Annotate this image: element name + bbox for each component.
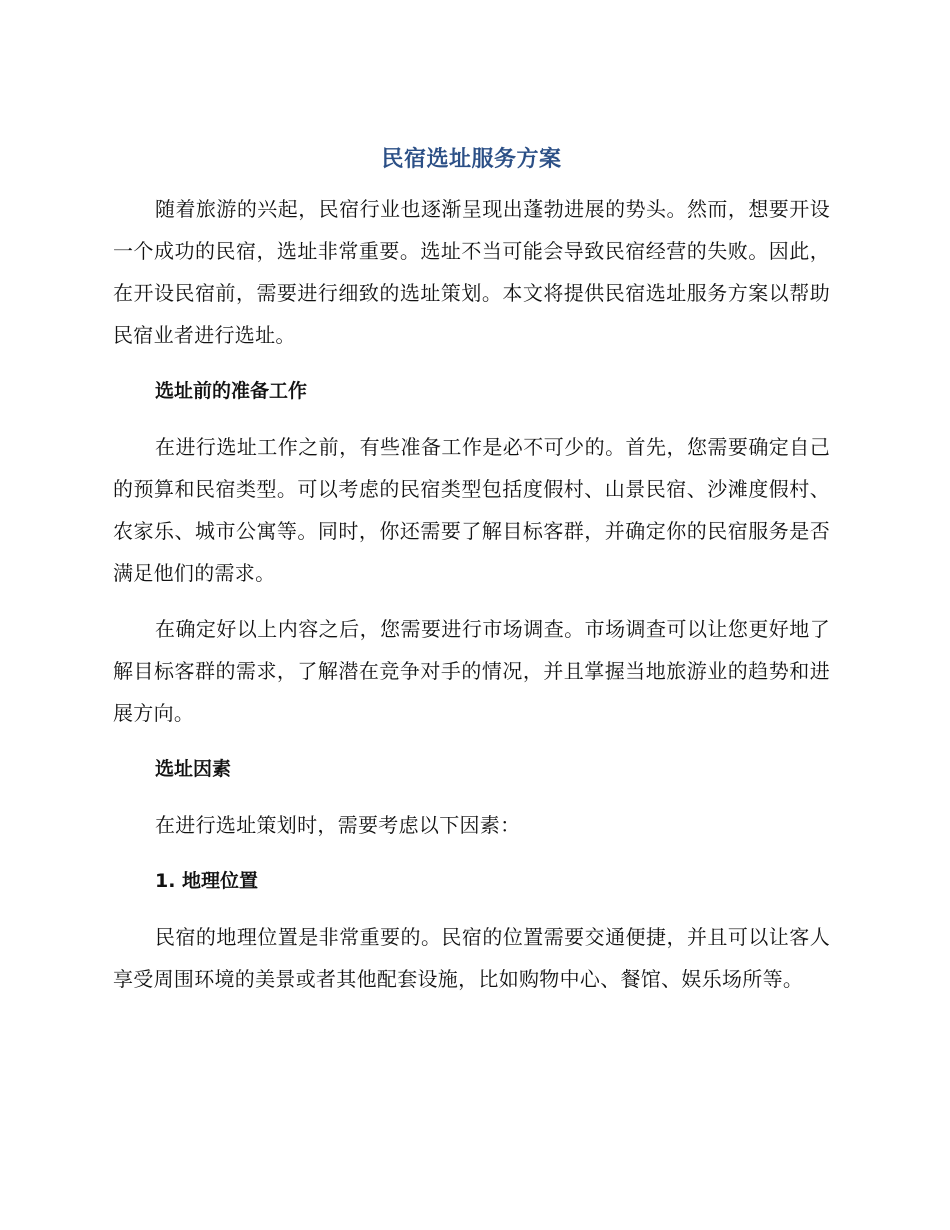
factors-intro-paragraph: 在进行选址策划时，需要考虑以下因素：: [155, 813, 521, 837]
factor-heading-location: 1. 地理位置: [155, 870, 259, 892]
preparation-paragraph-1: 在进行选址工作之前，有些准备工作是必不可少的。首先，您需要确定自己的预算和民宿类型。可以考虑的民宿类型包括度假村、山景民宿、沙滩度假村、农家乐、城市公寓等。同时，你还需要了解目标客群，并确定你的民宿服务是否满足他们的需求。: [113, 435, 830, 585]
document-title: 民宿选址服务方案: [381, 147, 562, 172]
intro-paragraph: 随着旅游的兴起，民宿行业也逐渐呈现出蓬勃进展的势头。然而，想要开设一个成功的民宿，选址非常重要。选址不当可能会导致民宿经营的失败。因此，在开设民宿前，需要进行细致的选址策划。本文将提供民宿选址服务方案以帮助民宿业者进行选址。: [113, 197, 830, 347]
factor-paragraph-location: 民宿的地理位置是非常重要的。民宿的位置需要交通便捷，并且可以让客人享受周围环境的美景或者其他配套设施，比如购物中心、餐馆、娱乐场所等。: [113, 925, 830, 991]
section-heading-factors: 选址因素: [155, 758, 232, 780]
preparation-paragraph-2: 在确定好以上内容之后，您需要进行市场调查。市场调查可以让您更好地了解目标客群的需求，了解潜在竞争对手的情况，并且掌握当地旅游业的趋势和进展方向。: [113, 617, 830, 725]
section-heading-preparation: 选址前的准备工作: [155, 380, 308, 402]
